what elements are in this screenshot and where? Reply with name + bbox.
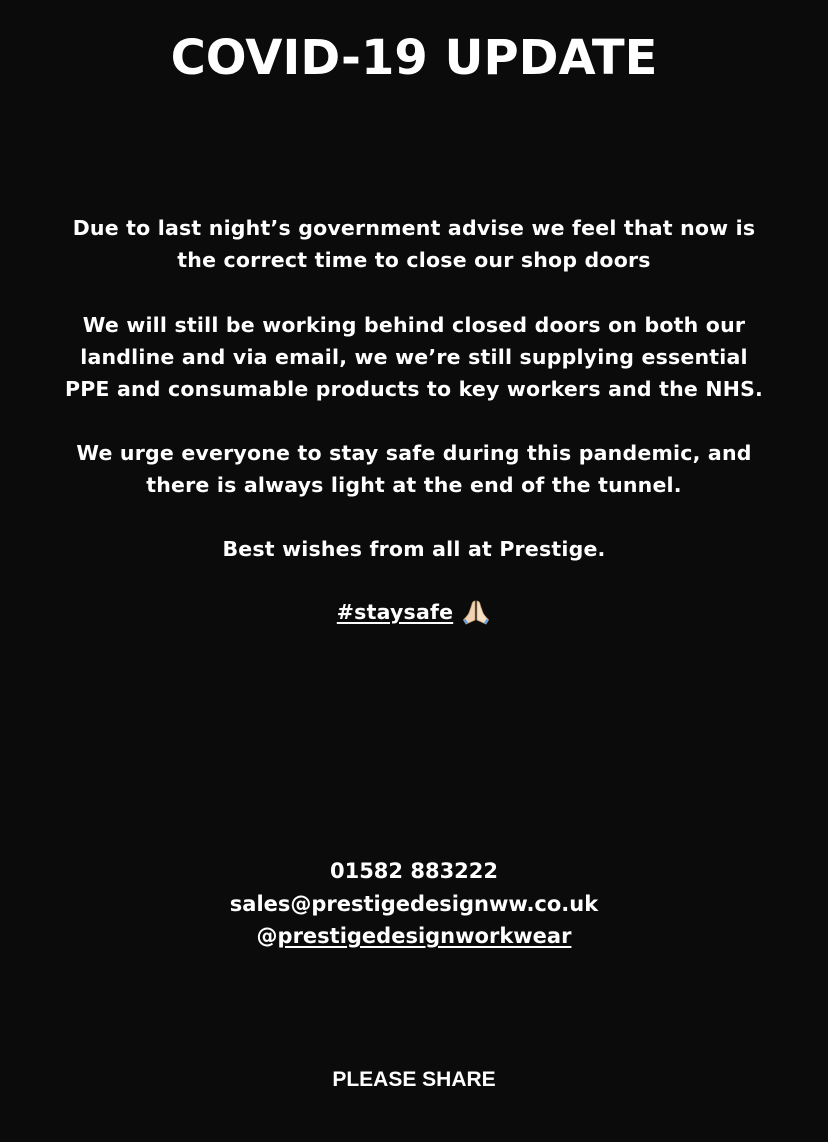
paragraph-line: We will still be working behind closed doors on both our: [82, 313, 746, 337]
paragraph-line: Best wishes from all at Prestige.: [222, 537, 606, 561]
paragraph-line: We urge everyone to stay safe during this pandemic, and: [76, 441, 752, 465]
paragraph-line: landline and via email, we we’re still supplying essential: [80, 345, 748, 369]
paragraph-best-wishes: [0, 533, 828, 565]
praying-hands-icon: [461, 598, 491, 626]
hashtag-row: [0, 596, 828, 628]
email-address[interactable]: sales@prestigedesignww.co.uk: [229, 891, 599, 916]
please-share-label: PLEASE SHARE: [332, 1068, 496, 1091]
paragraph-line: Due to last night’s government advise we feel that now is: [72, 216, 756, 240]
contact-block: [0, 855, 828, 953]
paragraph-line: there is always light at the end of the tunnel.: [146, 473, 682, 497]
paragraph-line: PPE and consumable products to key workers and the NHS.: [64, 377, 764, 401]
paragraph-working: [0, 309, 828, 405]
paragraph-closure: [0, 212, 828, 276]
paragraph-stay-safe: [0, 437, 828, 501]
instagram-handle[interactable]: [0, 920, 828, 953]
page-title: COVID-19 UPDATE: [170, 30, 658, 86]
hashtag-link[interactable]: #staysafe: [336, 600, 454, 624]
phone-number[interactable]: 01582 883222: [329, 859, 499, 883]
paragraph-line: the correct time to close our shop doors: [177, 248, 651, 272]
handle-at-sign: @: [256, 924, 278, 948]
handle-name-link[interactable]: prestigedesignworkwear: [277, 924, 572, 948]
